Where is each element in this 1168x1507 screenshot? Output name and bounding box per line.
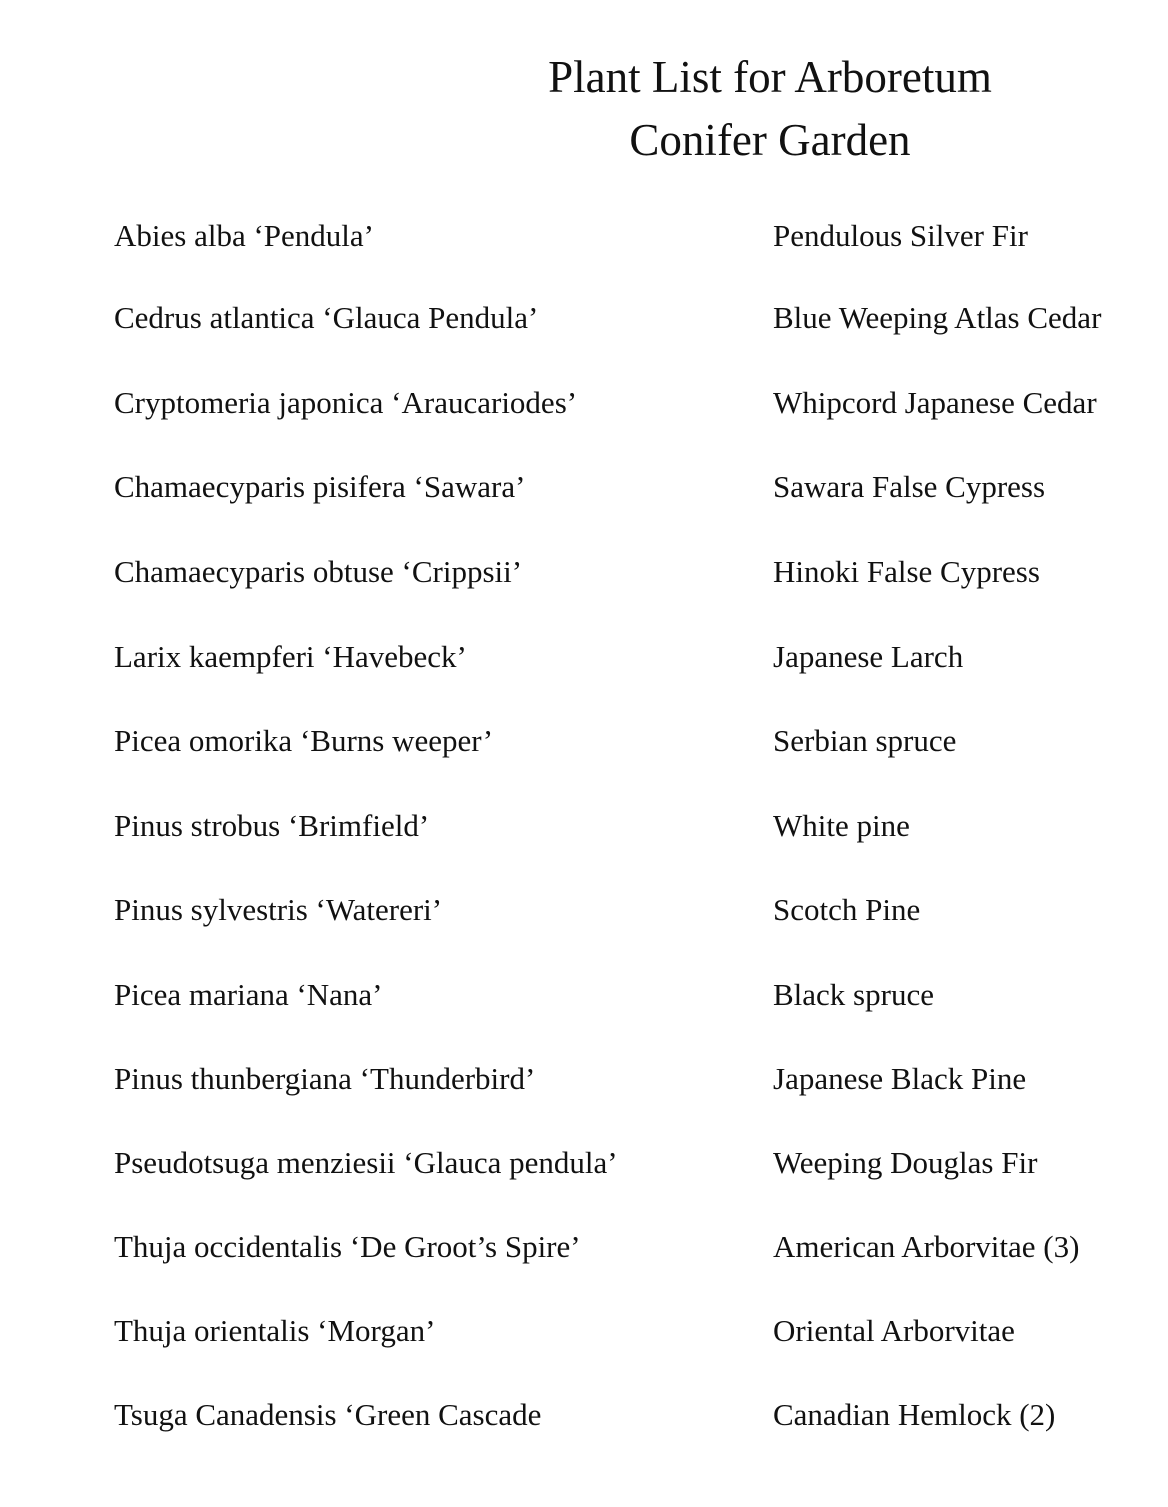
scientific-name: Pseudotsuga menziesii ‘Glauca pendula’ bbox=[114, 1145, 618, 1180]
scientific-name: Thuja orientalis ‘Morgan’ bbox=[114, 1313, 436, 1348]
plant-row bbox=[0, 1143, 1168, 1183]
plant-row bbox=[0, 1395, 1168, 1435]
plant-row bbox=[0, 1311, 1168, 1351]
common-name: Sawara False Cypress bbox=[773, 469, 1046, 504]
plant-row bbox=[0, 890, 1168, 930]
common-name: Whipcord Japanese Cedar bbox=[773, 385, 1097, 420]
common-name: Weeping Douglas Fir bbox=[773, 1145, 1038, 1180]
plant-row bbox=[0, 637, 1168, 677]
scientific-name: Pinus sylvestris ‘Watereri’ bbox=[114, 892, 443, 927]
common-name: Hinoki False Cypress bbox=[773, 554, 1040, 589]
plant-row bbox=[0, 721, 1168, 761]
common-name: American Arborvitae (3) bbox=[773, 1229, 1080, 1264]
common-name: Scotch Pine bbox=[773, 892, 921, 927]
plant-row bbox=[0, 552, 1168, 592]
scientific-name: Picea mariana ‘Nana’ bbox=[114, 977, 383, 1012]
scientific-name: Picea omorika ‘Burns weeper’ bbox=[114, 723, 494, 758]
plant-row bbox=[0, 1059, 1168, 1099]
common-name: Pendulous Silver Fir bbox=[773, 218, 1028, 253]
scientific-name: Chamaecyparis pisifera ‘Sawara’ bbox=[114, 469, 526, 504]
plant-row bbox=[0, 383, 1168, 423]
scientific-name: Tsuga Canadensis ‘Green Cascade bbox=[114, 1397, 542, 1432]
scientific-name: Thuja occidentalis ‘De Groot’s Spire’ bbox=[114, 1229, 581, 1264]
common-name: Serbian spruce bbox=[773, 723, 957, 758]
plant-row bbox=[0, 298, 1168, 338]
page-title: Plant List for Arboretum bbox=[548, 52, 992, 102]
common-name: Black spruce bbox=[773, 977, 934, 1012]
plant-row bbox=[0, 975, 1168, 1015]
common-name: Blue Weeping Atlas Cedar bbox=[773, 300, 1102, 335]
scientific-name: Cedrus atlantica ‘Glauca Pendula’ bbox=[114, 300, 539, 335]
scientific-name: Chamaecyparis obtuse ‘Crippsii’ bbox=[114, 554, 523, 589]
scientific-name: Cryptomeria japonica ‘Araucariodes’ bbox=[114, 385, 578, 420]
scientific-name: Abies alba ‘Pendula’ bbox=[114, 218, 374, 253]
plant-row bbox=[0, 216, 1168, 256]
common-name: White pine bbox=[773, 808, 910, 843]
page-subtitle: Conifer Garden bbox=[629, 115, 911, 165]
common-name: Japanese Larch bbox=[773, 639, 964, 674]
common-name: Japanese Black Pine bbox=[773, 1061, 1027, 1096]
common-name: Canadian Hemlock (2) bbox=[773, 1397, 1056, 1432]
common-name: Oriental Arborvitae bbox=[773, 1313, 1015, 1348]
scientific-name: Pinus strobus ‘Brimfield’ bbox=[114, 808, 430, 843]
scientific-name: Larix kaempferi ‘Havebeck’ bbox=[114, 639, 467, 674]
scientific-name: Pinus thunbergiana ‘Thunderbird’ bbox=[114, 1061, 536, 1096]
plant-row bbox=[0, 467, 1168, 507]
plant-row bbox=[0, 806, 1168, 846]
plant-row bbox=[0, 1227, 1168, 1267]
